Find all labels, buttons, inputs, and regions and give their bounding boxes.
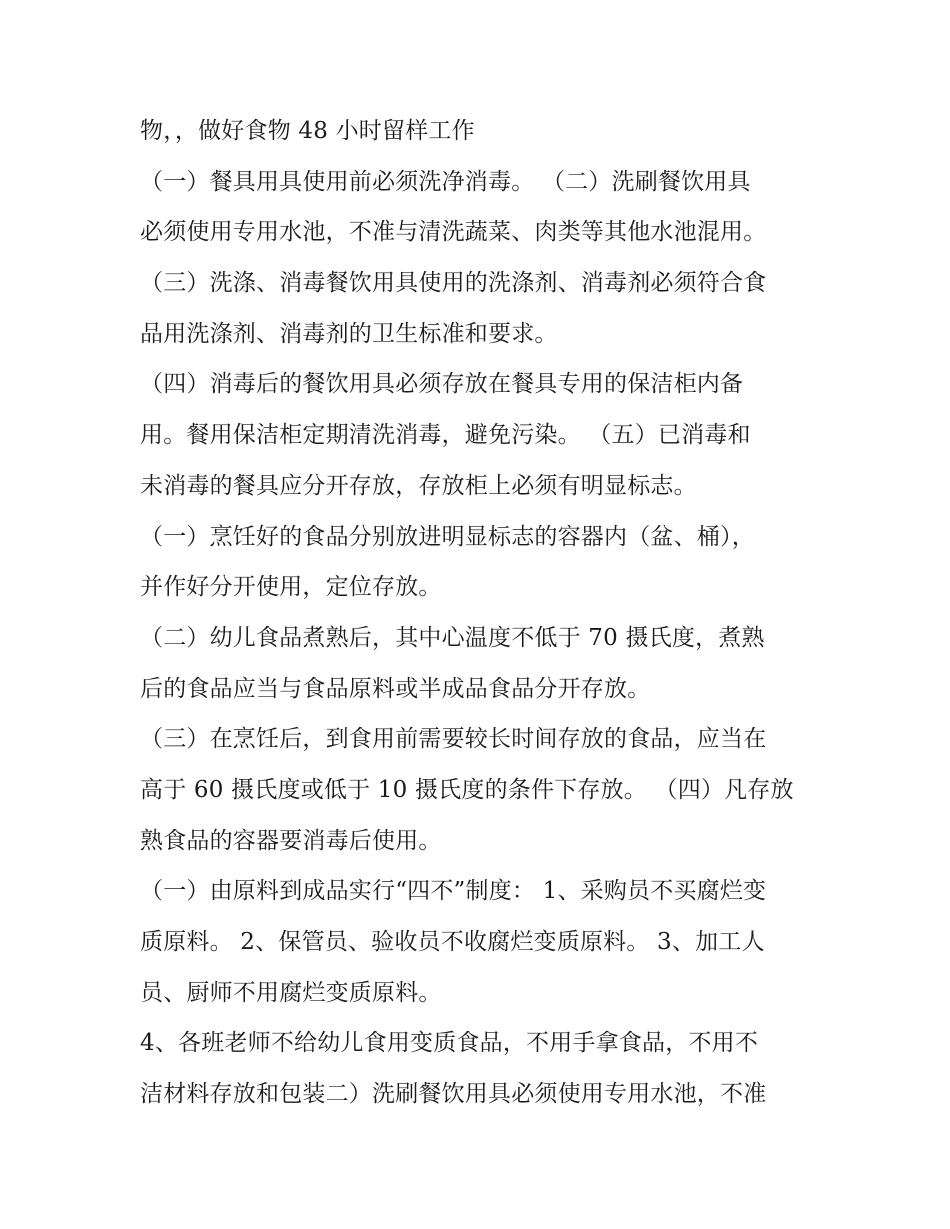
text-line: 熟食品的容器要消毒后使用。 — [140, 827, 442, 854]
text-line: 物，，做好食物 48 小时留样工作 — [140, 118, 475, 144]
text-line: 必须使用专用水池，不准与清洗蔬菜、肉类等其他水池混用。 — [140, 219, 767, 246]
text-line: 后的食品应当与食品原料或半成品食品分开存放。 — [140, 675, 651, 702]
text-line: （一）烹饪好的食品分别放进明显标志的容器内（盆、桶）， — [140, 523, 755, 550]
text-line: 用。餐用保洁柜定期清洗消毒，避免污染。 （五）已消毒和 — [140, 422, 751, 449]
text-line: 洁材料存放和包装二）洗刷餐饮用具必须使用专用水池，不准 — [140, 1081, 767, 1108]
text-line: 未消毒的餐具应分开存放，存放柜上必须有明显标志。 — [140, 472, 697, 499]
text-line: 员、厨师不用腐烂变质原料。 — [140, 979, 442, 1006]
text-line: 高于 60 摄氏度或低于 10 摄氏度的条件下存放。 （四）凡存放 — [140, 776, 794, 803]
text-line: 并作好分开使用，定位存放。 — [140, 574, 442, 601]
document-body — [140, 106, 820, 1120]
text-line: （四）消毒后的餐饮用具必须存放在餐具专用的保洁柜内备 — [140, 371, 744, 398]
text-line: 4、各班老师不给幼儿食用变质食品，不用手拿食品，不用不 — [140, 1030, 759, 1057]
text-line: 品用洗涤剂、消毒剂的卫生标准和要求。 — [140, 320, 558, 347]
text-line: 质原料。 2、保管员、验收员不收腐烂变质原料。 3、加工人 — [140, 929, 765, 955]
text-line: （二）幼儿食品煮熟后，其中心温度不低于 70 摄氏度，煮熟 — [140, 624, 765, 651]
text-line: （一）餐具用具使用前必须洗净消毒。 （二）洗刷餐饮用具 — [140, 168, 751, 195]
text-line: （三）在烹饪后，到食用前需要较长时间存放的食品，应当在 — [140, 726, 767, 753]
text-line: （三）洗涤、消毒餐饮用具使用的洗涤剂、消毒剂必须符合食 — [140, 270, 767, 297]
text-line: （一）由原料到成品实行“四不”制度： 1、采购员不买腐烂变 — [140, 878, 767, 905]
